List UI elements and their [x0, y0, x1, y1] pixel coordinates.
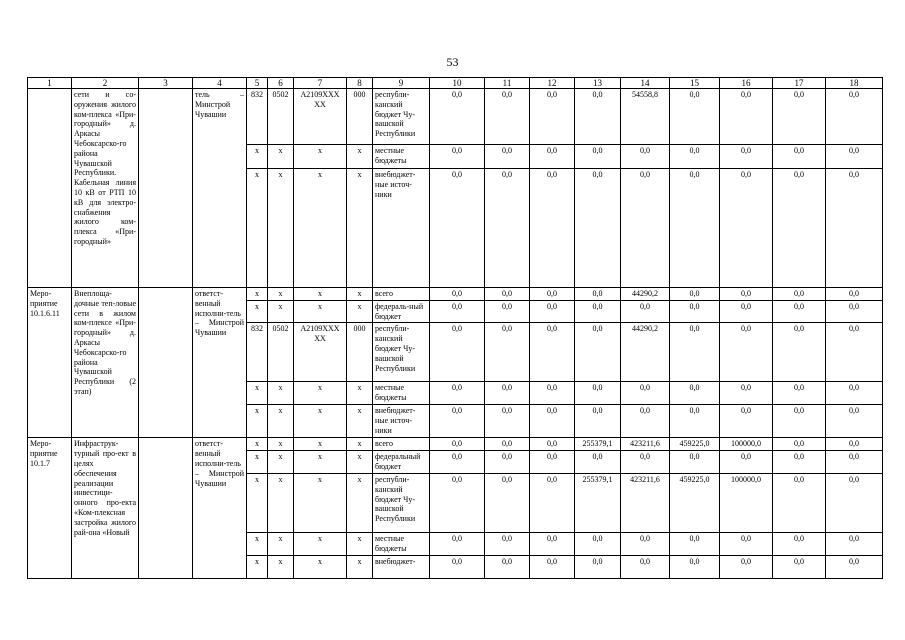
- code-type-cell: х: [347, 382, 373, 405]
- code-section-cell: х: [268, 438, 294, 451]
- code-grbs-cell: х: [247, 438, 268, 451]
- table-body: [28, 78, 883, 579]
- code-grbs-cell: х: [247, 300, 268, 323]
- value-cell: 255379,1: [575, 473, 621, 532]
- value-cell: 0,0: [621, 405, 670, 438]
- value-cell: 0,0: [575, 405, 621, 438]
- value-cell: 0,0: [720, 382, 773, 405]
- code-target-cell: х: [294, 169, 347, 288]
- value-cell: 0,0: [485, 473, 530, 532]
- value-cell: 0,0: [430, 89, 485, 145]
- value-cell: 0,0: [621, 451, 670, 474]
- header-cell: 3: [139, 78, 193, 89]
- value-cell: 0,0: [720, 451, 773, 474]
- code-target-cell: А2109ХХХ ХХ: [294, 323, 347, 382]
- value-cell: 54558,8: [621, 89, 670, 145]
- code-type-cell: х: [347, 532, 373, 555]
- table-row: [28, 438, 883, 451]
- value-cell: 0,0: [430, 382, 485, 405]
- value-cell: 0,0: [826, 473, 883, 532]
- value-cell: 0,0: [485, 169, 530, 288]
- header-cell: 6: [268, 78, 294, 89]
- funding-source-cell: всего: [373, 438, 430, 451]
- value-cell: 0,0: [773, 473, 826, 532]
- code-grbs-cell: х: [247, 473, 268, 532]
- value-cell: 0,0: [720, 405, 773, 438]
- value-cell: 423211,6: [621, 438, 670, 451]
- value-cell: 0,0: [430, 555, 485, 578]
- code-grbs-cell: х: [247, 169, 268, 288]
- code-section-cell: х: [268, 451, 294, 474]
- value-cell: 0,0: [485, 288, 530, 301]
- value-cell: 100000,0: [720, 473, 773, 532]
- measure-title-cell: Внеплоща-дочные теп-ловые сети в жилом ком-плексе «При-городный» д. Аркасы Чебоксарско-го района Чувашской Республики (2 этап): [72, 288, 139, 438]
- value-cell: 0,0: [773, 382, 826, 405]
- value-cell: 0,0: [530, 438, 575, 451]
- value-cell: 459225,0: [670, 438, 720, 451]
- code-section-cell: х: [268, 145, 294, 169]
- value-cell: 0,0: [670, 323, 720, 382]
- header-cell: 10: [430, 78, 485, 89]
- code-grbs-cell: х: [247, 451, 268, 474]
- table-row: [28, 89, 883, 145]
- value-cell: 0,0: [430, 532, 485, 555]
- value-cell: 0,0: [826, 89, 883, 145]
- value-cell: 0,0: [720, 532, 773, 555]
- value-cell: 0,0: [575, 451, 621, 474]
- header-cell: 2: [72, 78, 139, 89]
- value-cell: 423211,6: [621, 473, 670, 532]
- value-cell: 0,0: [430, 473, 485, 532]
- code-type-cell: х: [347, 169, 373, 288]
- value-cell: 0,0: [670, 405, 720, 438]
- value-cell: 0,0: [670, 382, 720, 405]
- value-cell: 0,0: [621, 145, 670, 169]
- value-cell: 0,0: [826, 288, 883, 301]
- code-target-cell: х: [294, 532, 347, 555]
- code-type-cell: х: [347, 145, 373, 169]
- measure-title-cell: сети и со-оружения жилого ком-плекса «При-городный» д. Аркасы Чебоксарско-го района Чувашской Республики. Кабельная линия 10 кВ от РТП 10 кВ для электро-снабжения жилого ком-плекса «При-городный»: [72, 89, 139, 288]
- code-target-cell: х: [294, 288, 347, 301]
- header-cell: 7: [294, 78, 347, 89]
- code-grbs-cell: 832: [247, 323, 268, 382]
- value-cell: 0,0: [720, 169, 773, 288]
- header-cell: 16: [720, 78, 773, 89]
- value-cell: 0,0: [621, 169, 670, 288]
- value-cell: 0,0: [530, 405, 575, 438]
- value-cell: 0,0: [773, 532, 826, 555]
- funding-source-cell: местные бюджеты: [373, 532, 430, 555]
- value-cell: 0,0: [670, 532, 720, 555]
- code-section-cell: х: [268, 473, 294, 532]
- code-grbs-cell: х: [247, 145, 268, 169]
- value-cell: 0,0: [485, 405, 530, 438]
- value-cell: 0,0: [575, 145, 621, 169]
- header-cell: 14: [621, 78, 670, 89]
- code-grbs-cell: х: [247, 405, 268, 438]
- funding-source-cell: республи-канский бюджет Чу-вашской Республики: [373, 473, 430, 532]
- value-cell: 0,0: [430, 288, 485, 301]
- measure-cell: Меро-приятие 10.1.6.11: [28, 288, 72, 438]
- value-cell: 0,0: [430, 405, 485, 438]
- value-cell: 0,0: [530, 532, 575, 555]
- value-cell: 0,0: [575, 532, 621, 555]
- value-cell: 0,0: [826, 323, 883, 382]
- col3-cell: [139, 89, 193, 288]
- funding-source-cell: местные бюджеты: [373, 382, 430, 405]
- value-cell: 0,0: [670, 288, 720, 301]
- value-cell: 255379,1: [575, 438, 621, 451]
- funding-source-cell: федераль-ный бюджет: [373, 300, 430, 323]
- budget-table: [27, 77, 883, 579]
- code-target-cell: А2109ХХХ ХХ: [294, 89, 347, 145]
- value-cell: 0,0: [530, 323, 575, 382]
- value-cell: 0,0: [575, 89, 621, 145]
- value-cell: 0,0: [773, 438, 826, 451]
- code-type-cell: х: [347, 451, 373, 474]
- value-cell: 0,0: [826, 438, 883, 451]
- header-cell: 18: [826, 78, 883, 89]
- value-cell: 0,0: [575, 382, 621, 405]
- value-cell: 0,0: [773, 169, 826, 288]
- code-type-cell: х: [347, 288, 373, 301]
- header-cell: 1: [28, 78, 72, 89]
- value-cell: 0,0: [485, 438, 530, 451]
- header-cell: 12: [530, 78, 575, 89]
- value-cell: 0,0: [530, 473, 575, 532]
- code-target-cell: х: [294, 451, 347, 474]
- value-cell: 0,0: [773, 288, 826, 301]
- code-grbs-cell: х: [247, 555, 268, 578]
- code-type-cell: х: [347, 555, 373, 578]
- value-cell: 0,0: [773, 323, 826, 382]
- funding-source-cell: федеральный бюджет: [373, 451, 430, 474]
- value-cell: 0,0: [485, 323, 530, 382]
- measure-cell: Меро-приятие 10.1.7: [28, 438, 72, 579]
- code-target-cell: х: [294, 473, 347, 532]
- value-cell: 100000,0: [720, 438, 773, 451]
- value-cell: 0,0: [485, 451, 530, 474]
- value-cell: 0,0: [773, 145, 826, 169]
- header-cell: 9: [373, 78, 430, 89]
- code-section-cell: х: [268, 405, 294, 438]
- code-section-cell: х: [268, 288, 294, 301]
- value-cell: 0,0: [485, 145, 530, 169]
- value-cell: 0,0: [621, 555, 670, 578]
- header-cell: 5: [247, 78, 268, 89]
- value-cell: 0,0: [485, 532, 530, 555]
- measure-title-cell: Инфраструк-турный про-ект в целях обеспечения реализации инвестици-онного про-екта «Ком-плексная застройка жилого рай-она «Новый: [72, 438, 139, 579]
- page-number: 53: [446, 55, 459, 69]
- col3-cell: [139, 288, 193, 438]
- code-target-cell: х: [294, 300, 347, 323]
- value-cell: 0,0: [720, 555, 773, 578]
- value-cell: 0,0: [575, 555, 621, 578]
- value-cell: 0,0: [826, 169, 883, 288]
- code-section-cell: х: [268, 555, 294, 578]
- value-cell: 0,0: [720, 89, 773, 145]
- code-target-cell: х: [294, 145, 347, 169]
- value-cell: 0,0: [621, 382, 670, 405]
- value-cell: 0,0: [773, 555, 826, 578]
- value-cell: 0,0: [773, 300, 826, 323]
- code-type-cell: х: [347, 438, 373, 451]
- funding-source-cell: внебюджет-: [373, 555, 430, 578]
- code-grbs-cell: х: [247, 532, 268, 555]
- value-cell: 0,0: [826, 532, 883, 555]
- code-type-cell: х: [347, 300, 373, 323]
- value-cell: 0,0: [826, 145, 883, 169]
- code-target-cell: х: [294, 555, 347, 578]
- value-cell: 0,0: [670, 300, 720, 323]
- value-cell: 0,0: [430, 169, 485, 288]
- value-cell: 0,0: [720, 288, 773, 301]
- value-cell: 0,0: [826, 451, 883, 474]
- value-cell: 459225,0: [670, 473, 720, 532]
- code-type-cell: 000: [347, 323, 373, 382]
- value-cell: 0,0: [826, 300, 883, 323]
- funding-source-cell: внебюджет-ные источ-ники: [373, 405, 430, 438]
- value-cell: 0,0: [485, 555, 530, 578]
- value-cell: 0,0: [530, 300, 575, 323]
- value-cell: 0,0: [773, 451, 826, 474]
- header-cell: 17: [773, 78, 826, 89]
- code-type-cell: х: [347, 405, 373, 438]
- col3-cell: [139, 438, 193, 579]
- value-cell: 0,0: [430, 438, 485, 451]
- header-cell: 8: [347, 78, 373, 89]
- table-row: [28, 288, 883, 301]
- code-grbs-cell: х: [247, 382, 268, 405]
- funding-source-cell: местные бюджеты: [373, 145, 430, 169]
- code-type-cell: 000: [347, 89, 373, 145]
- header-cell: 4: [193, 78, 247, 89]
- value-cell: 0,0: [530, 382, 575, 405]
- header-cell: 15: [670, 78, 720, 89]
- value-cell: 0,0: [670, 89, 720, 145]
- value-cell: 0,0: [485, 300, 530, 323]
- funding-source-cell: внебюджет-ные источ-ники: [373, 169, 430, 288]
- funding-source-cell: республи-канский бюджет Чу-вашской Республики: [373, 89, 430, 145]
- value-cell: 0,0: [430, 323, 485, 382]
- value-cell: 0,0: [720, 145, 773, 169]
- value-cell: 0,0: [575, 300, 621, 323]
- funding-source-cell: всего: [373, 288, 430, 301]
- code-section-cell: 0502: [268, 89, 294, 145]
- executor-cell: тель – Минстрой Чувашии: [193, 89, 247, 288]
- code-section-cell: х: [268, 169, 294, 288]
- value-cell: 0,0: [670, 555, 720, 578]
- executor-cell: ответст-венный исполни-тель – Минстрой Чувашии: [193, 438, 247, 579]
- code-type-cell: х: [347, 473, 373, 532]
- funding-source-cell: республи-канский бюджет Чу-вашской Республики: [373, 323, 430, 382]
- value-cell: 0,0: [621, 300, 670, 323]
- value-cell: 0,0: [670, 169, 720, 288]
- code-section-cell: х: [268, 300, 294, 323]
- code-target-cell: х: [294, 438, 347, 451]
- value-cell: 0,0: [485, 89, 530, 145]
- value-cell: 0,0: [670, 451, 720, 474]
- code-target-cell: х: [294, 405, 347, 438]
- value-cell: 0,0: [826, 405, 883, 438]
- value-cell: 0,0: [826, 555, 883, 578]
- value-cell: 0,0: [773, 405, 826, 438]
- code-section-cell: 0502: [268, 323, 294, 382]
- header-cell: 11: [485, 78, 530, 89]
- code-grbs-cell: 832: [247, 89, 268, 145]
- value-cell: 0,0: [621, 532, 670, 555]
- value-cell: 0,0: [575, 169, 621, 288]
- measure-cell: [28, 89, 72, 288]
- value-cell: 0,0: [530, 145, 575, 169]
- value-cell: 0,0: [773, 89, 826, 145]
- value-cell: 0,0: [575, 288, 621, 301]
- value-cell: 0,0: [530, 451, 575, 474]
- value-cell: 0,0: [530, 169, 575, 288]
- value-cell: 0,0: [530, 555, 575, 578]
- header-row: [28, 78, 883, 89]
- header-cell: 13: [575, 78, 621, 89]
- value-cell: 0,0: [575, 323, 621, 382]
- value-cell: 0,0: [720, 323, 773, 382]
- value-cell: 0,0: [670, 145, 720, 169]
- executor-cell: ответст-венный исполни-тель – Минстрой Чувашии: [193, 288, 247, 438]
- value-cell: 0,0: [430, 451, 485, 474]
- value-cell: 0,0: [430, 145, 485, 169]
- value-cell: 0,0: [530, 89, 575, 145]
- value-cell: 44290,2: [621, 288, 670, 301]
- value-cell: 0,0: [430, 300, 485, 323]
- value-cell: 44290,2: [621, 323, 670, 382]
- value-cell: 0,0: [530, 288, 575, 301]
- code-target-cell: х: [294, 382, 347, 405]
- code-section-cell: х: [268, 382, 294, 405]
- value-cell: 0,0: [826, 382, 883, 405]
- value-cell: 0,0: [720, 300, 773, 323]
- code-grbs-cell: х: [247, 288, 268, 301]
- value-cell: 0,0: [485, 382, 530, 405]
- code-section-cell: х: [268, 532, 294, 555]
